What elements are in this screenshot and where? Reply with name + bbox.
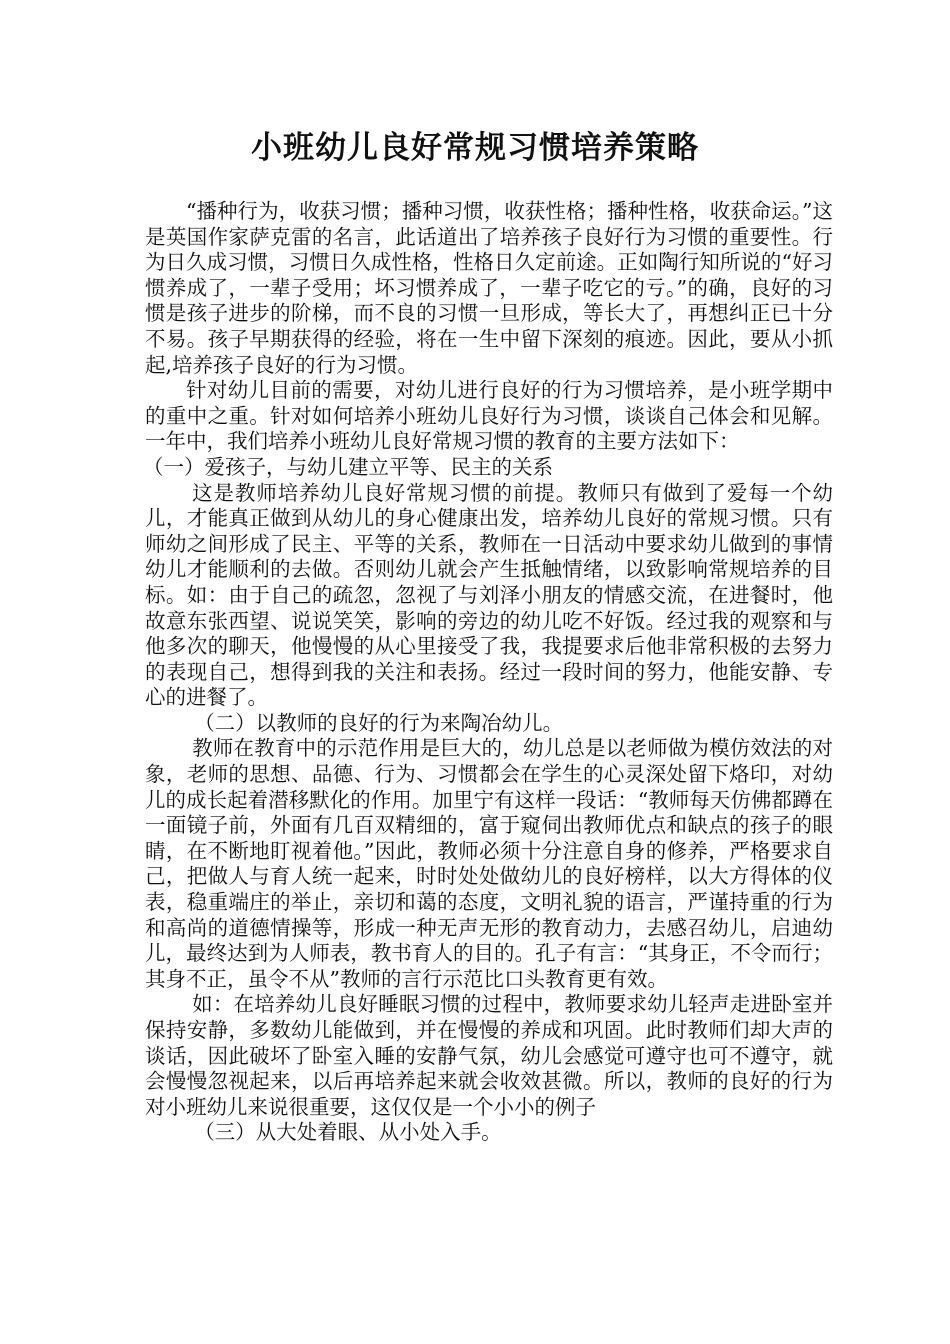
document-body bbox=[142, 199, 833, 1146]
paragraph-intro: “播种行为，收获习惯；播种习惯，收获性格；播种性格，收获命运。”这是英国作家萨克雷的名言，此话道出了培养孩子良好行为习惯的重要性。行为日久成习惯，习惯日久成性格，性格日久定前途。正如陶行知所说的“好习惯养成了，一辈子受用；坏习惯养成了，一辈子吃它的亏。”的确，良好的习惯是孩子进步的阶梯，而不良的习惯一旦形成，等长大了，再想纠正已十分不易。孩子早期获得的经验，将在一生中留下深刻的痕迹。因此，要从小抓起,培养孩子良好的行为习惯。 bbox=[145, 199, 833, 377]
document-title: 小班幼儿良好常规习惯培养策略 bbox=[251, 130, 699, 166]
section-heading-2: （二）以教师的良好的行为来陶冶幼儿。 bbox=[194, 710, 564, 735]
paragraph-needs: 针对幼儿目前的需要，对幼儿进行良好的行为习惯培养，是小班学期中的重中之重。针对如何培养小班幼儿良好行为习惯，谈谈自己体会和见解。一年中，我们培养小班幼儿良好常规习惯的教育的主要方法如下： bbox=[145, 378, 833, 454]
paragraph-section-2: 教师在教育中的示范作用是巨大的，幼儿总是以老师做为模仿效法的对象，老师的思想、品德、行为、习惯都会在学生的心灵深处留下烙印，对幼儿的成长起着潜移默化的作用。加里宁有这样一段话：“教师每天仿佛都蹲在一面镜子前，外面有几百双精细的，富于窥伺出教师优点和缺点的孩子的眼睛，在不断地盯视着他。”因此，教师必须十分注意自身的修养，严格要求自己，把做人与育人统一起来，时时处处做幼儿的良好榜样，以大方得体的仪表，稳重端庄的举止，亲切和蔼的态度，文明礼貌的语言，严谨持重的行为和高尚的道德情操等，形成一种无声无形的教育动力，去感召幼儿，启迪幼儿，最终达到为人师表，教书育人的目的。孔子有言：“其身正，不令而行；其身不正，虽令不从”教师的言行示范比口头教育更有效。 bbox=[145, 736, 833, 991]
paragraph-section-1: 这是教师培养幼儿良好常规习惯的前提。教师只有做到了爱每一个幼儿，才能真正做到从幼儿的身心健康出发，培养幼儿良好的常规习惯。只有师幼之间形成了民主、平等的关系，教师在一日活动中要求幼儿做到的事情幼儿才能顺利的去做。否则幼儿就会产生抵触情绪，以致影响常规培养的目标。如：由于自己的疏忽，忽视了与刘泽小朋友的情感交流，在进餐时，他故意东张西望、说说笑笑，影响的旁边的幼儿吃不好饭。经过我的观察和与他多次的聊天，他慢慢的从心里接受了我，我提要求后他非常积极的去努力的表现自己，想得到我的关注和表扬。经过一段时间的努力，他能安静、专心的进餐了。 bbox=[145, 480, 833, 710]
section-heading-1: （一）爱孩子，与幼儿建立平等、民主的关系 bbox=[142, 454, 553, 479]
section-heading-3: （三）从大处着眼、从小处入手。 bbox=[194, 1120, 502, 1145]
paragraph-example: 如：在培养幼儿良好睡眠习惯的过程中，教师要求幼儿轻声走进卧室并保持安静，多数幼儿能做到，并在慢慢的养成和巩固。此时教师们却大声的谈话，因此破坏了卧室入睡的安静气氛，幼儿会感觉可遵守也可不遵守，就会慢慢忽视起来，以后再培养起来就会收效甚微。所以，教师的良好的行为对小班幼儿来说很重要，这仅仅是一个小小的例子 bbox=[145, 992, 833, 1119]
